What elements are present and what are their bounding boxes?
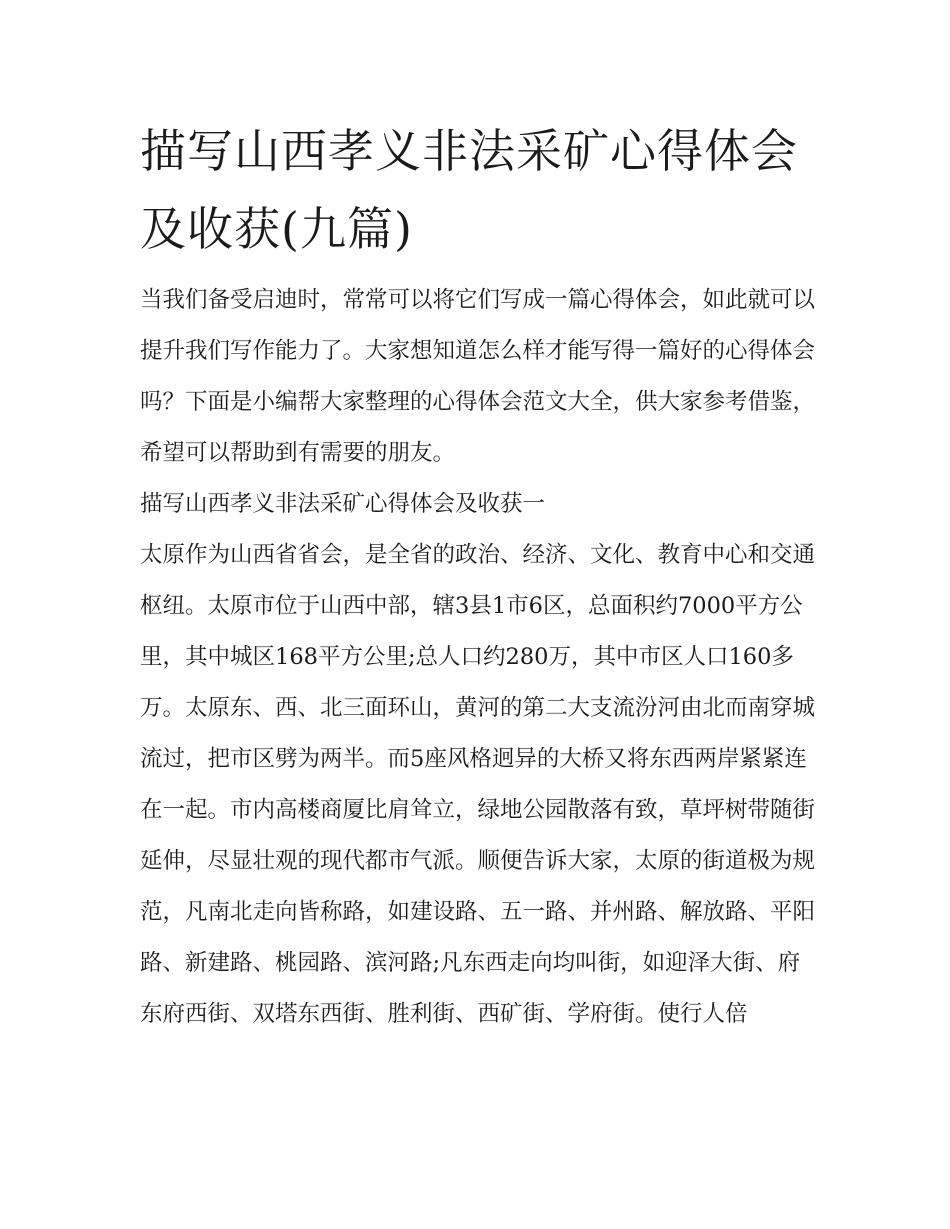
intro-paragraph: 当我们备受启迪时，常常可以将它们写成一篇心得体会，如此就可以提升我们写作能力了。大家想知道怎么样才能写得一篇好的心得体会吗？下面是小编帮大家整理的心得体会范文大全，供大家参考借鉴，希望可以帮助到有需要的朋友。 xyxy=(140,287,816,466)
section-paragraph: 太原作为山西省省会，是全省的政治、经济、文化、教育中心和交通枢纽。太原市位于山西中部，辖3县1市6区，总面积约7000平方公里，其中城区168平方公里;总人口约280万，其中市区人口160多万。太原东、西、北三面环山，黄河的第二大支流汾河由北而南穿城流过，把市区劈为两半。而5座风格迥异的大桥又将东西两岸紧紧连在一起。市内高楼商厦比肩耸立，绿地公园散落有致，草坪树带随街延伸，尽显壮观的现代都市气派。顺便告诉大家，太原的街道极为规范，凡南北走向皆称路，如建设路、五一路、并州路、解放路、平阳路、新建路、桃园路、滨河路;凡东西走向均叫街，如迎泽大街、府东府西街、双塔东西街、胜利街、西矿街、学府街。使行人倍 xyxy=(140,542,816,1027)
section-heading: 描写山西孝义非法采矿心得体会及收获一 xyxy=(140,491,546,517)
document-title: 描写山西孝义非法采矿心得体会及收获(九篇) xyxy=(140,124,798,256)
document-body xyxy=(140,275,818,1040)
